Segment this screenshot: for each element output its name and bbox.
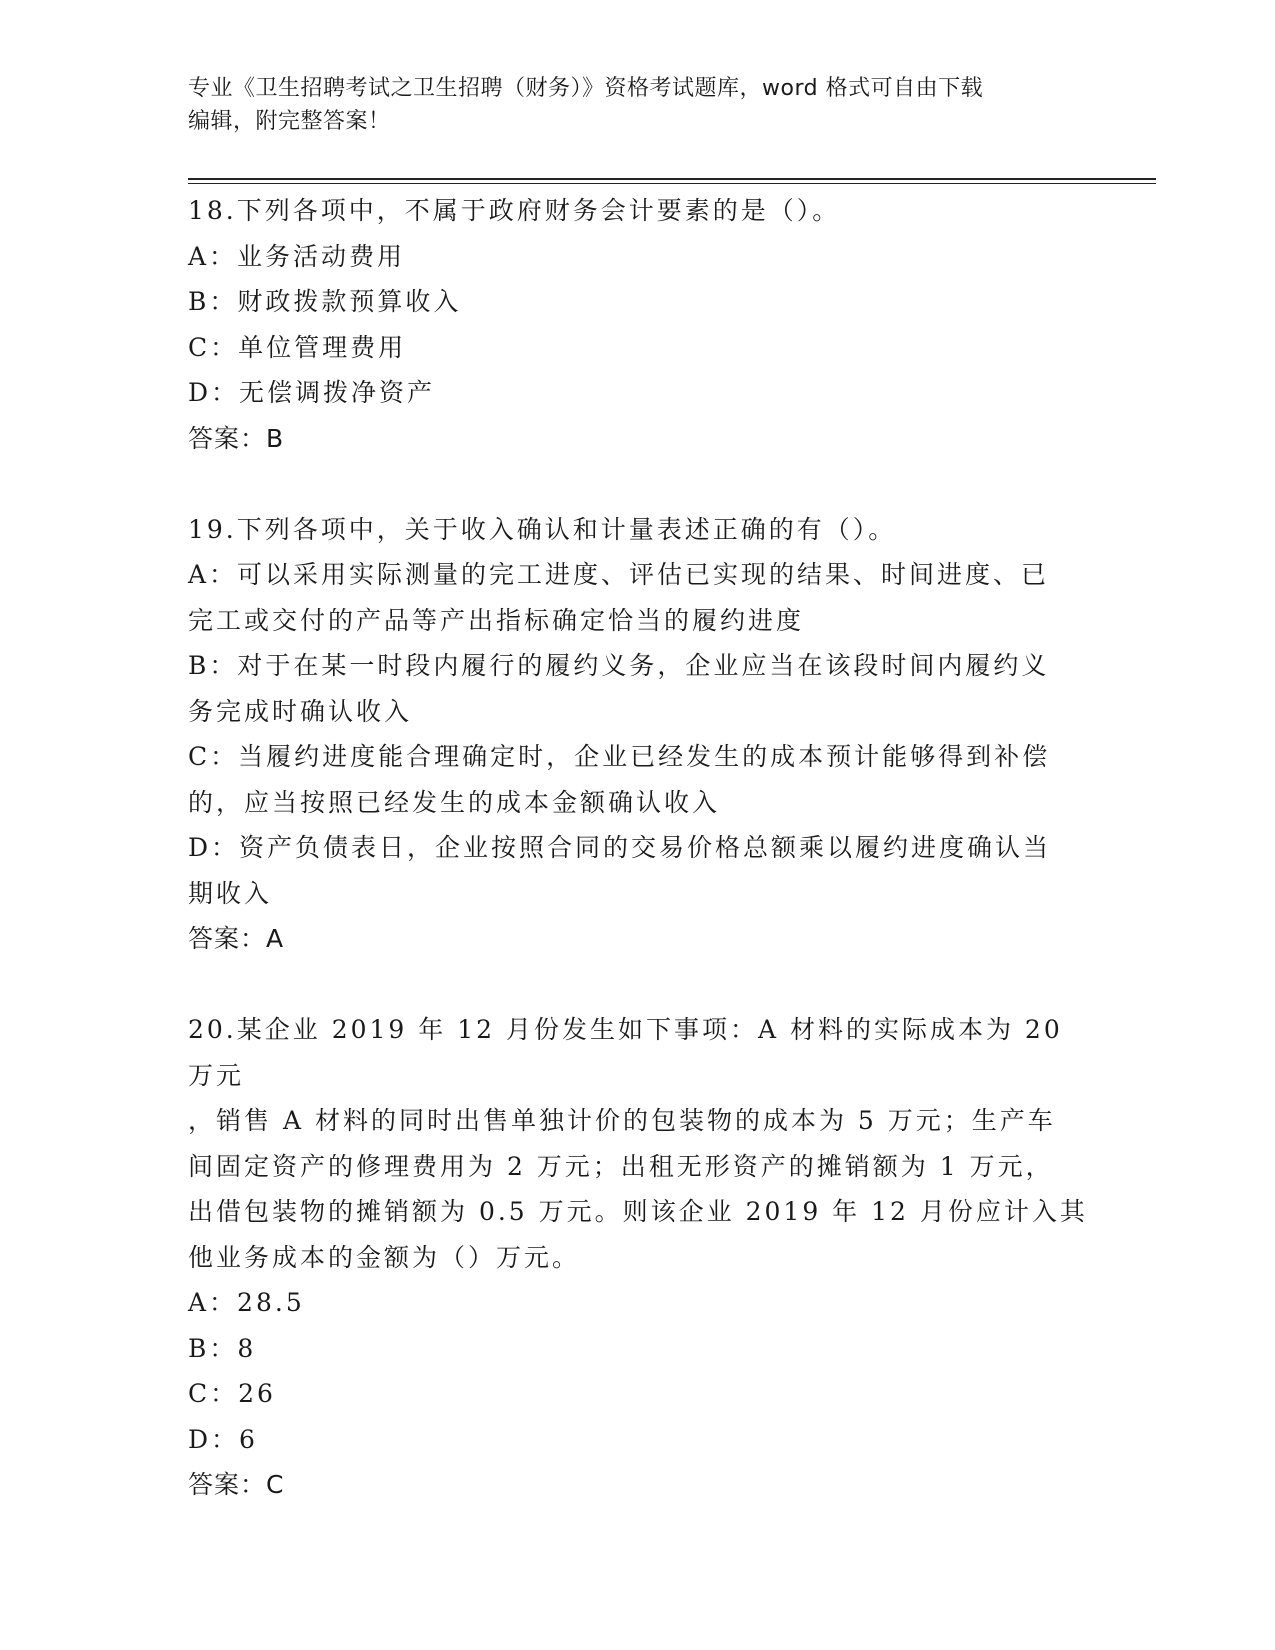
option-b: B：8 bbox=[188, 1333, 257, 1363]
option-a: A：28.5 bbox=[188, 1288, 305, 1317]
document-header bbox=[188, 72, 1068, 138]
option-d: D：无偿调拨净资产 bbox=[188, 378, 436, 407]
option-c-continued: 的，应当按照已经发生的成本金额确认收入 bbox=[188, 787, 721, 817]
question-18 bbox=[188, 188, 1088, 461]
option-b: B：财政拨款预算收入 bbox=[188, 287, 462, 316]
answer: 答案：C bbox=[188, 1470, 285, 1499]
option-c: C：26 bbox=[188, 1379, 276, 1408]
question-stem-continued: 间固定资产的修理费用为 2 万元；出租无形资产的摊销额为 1 万元， bbox=[188, 1151, 1054, 1181]
header-line-1: 专业《卫生招聘考试之卫生招聘（财务）》资格考试题库，word 格式可自由下载 bbox=[188, 76, 984, 101]
option-b: B：对于在某一时段内履行的履约义务，企业应当在该段时间内履约义 bbox=[188, 651, 1050, 680]
option-a: A：可以采用实际测量的完工进度、评估已实现的结果、时间进度、已 bbox=[188, 560, 1050, 589]
option-b-continued: 务完成时确认收入 bbox=[188, 696, 413, 726]
question-19 bbox=[188, 507, 1088, 962]
question-stem-continued: 出借包装物的摊销额为 0.5 万元。则该企业 2019 年 12 月份应计入其 bbox=[188, 1197, 1088, 1226]
header-divider-thin bbox=[188, 183, 1156, 184]
option-a: A：业务活动费用 bbox=[188, 241, 406, 271]
question-20 bbox=[188, 1007, 1088, 1508]
option-a-continued: 完工或交付的产品等产出指标确定恰当的履约进度 bbox=[188, 605, 805, 635]
answer: 答案：A bbox=[188, 924, 285, 953]
answer: 答案：B bbox=[188, 423, 285, 453]
option-d: D：资产负债表日，企业按照合同的交易价格总额乘以履约进度确认当 bbox=[188, 833, 1052, 862]
question-stem: 19.下列各项中，关于收入确认和计量表述正确的有（）。 bbox=[188, 514, 897, 544]
question-stem-continued: 他业务成本的金额为（）万元。 bbox=[188, 1242, 581, 1272]
option-c: C：单位管理费用 bbox=[188, 332, 407, 362]
question-list bbox=[188, 188, 1088, 1553]
option-d-continued: 期收入 bbox=[188, 878, 273, 908]
header-divider-thick bbox=[188, 178, 1156, 180]
header-line-2: 编辑，附完整答案！ bbox=[188, 109, 391, 134]
question-stem: 18.下列各项中，不属于政府财务会计要素的是（）。 bbox=[188, 196, 841, 225]
option-c: C：当履约进度能合理确定时，企业已经发生的成本预计能够得到补偿 bbox=[188, 742, 1051, 771]
question-stem: 20.某企业 2019 年 12 月份发生如下事项：A 材料的实际成本为 20 万元 bbox=[188, 1015, 1063, 1090]
option-d: D：6 bbox=[188, 1424, 258, 1454]
question-stem-continued: ，销售 A 材料的同时出售单独计价的包装物的成本为 5 万元；生产车 bbox=[188, 1106, 1056, 1135]
